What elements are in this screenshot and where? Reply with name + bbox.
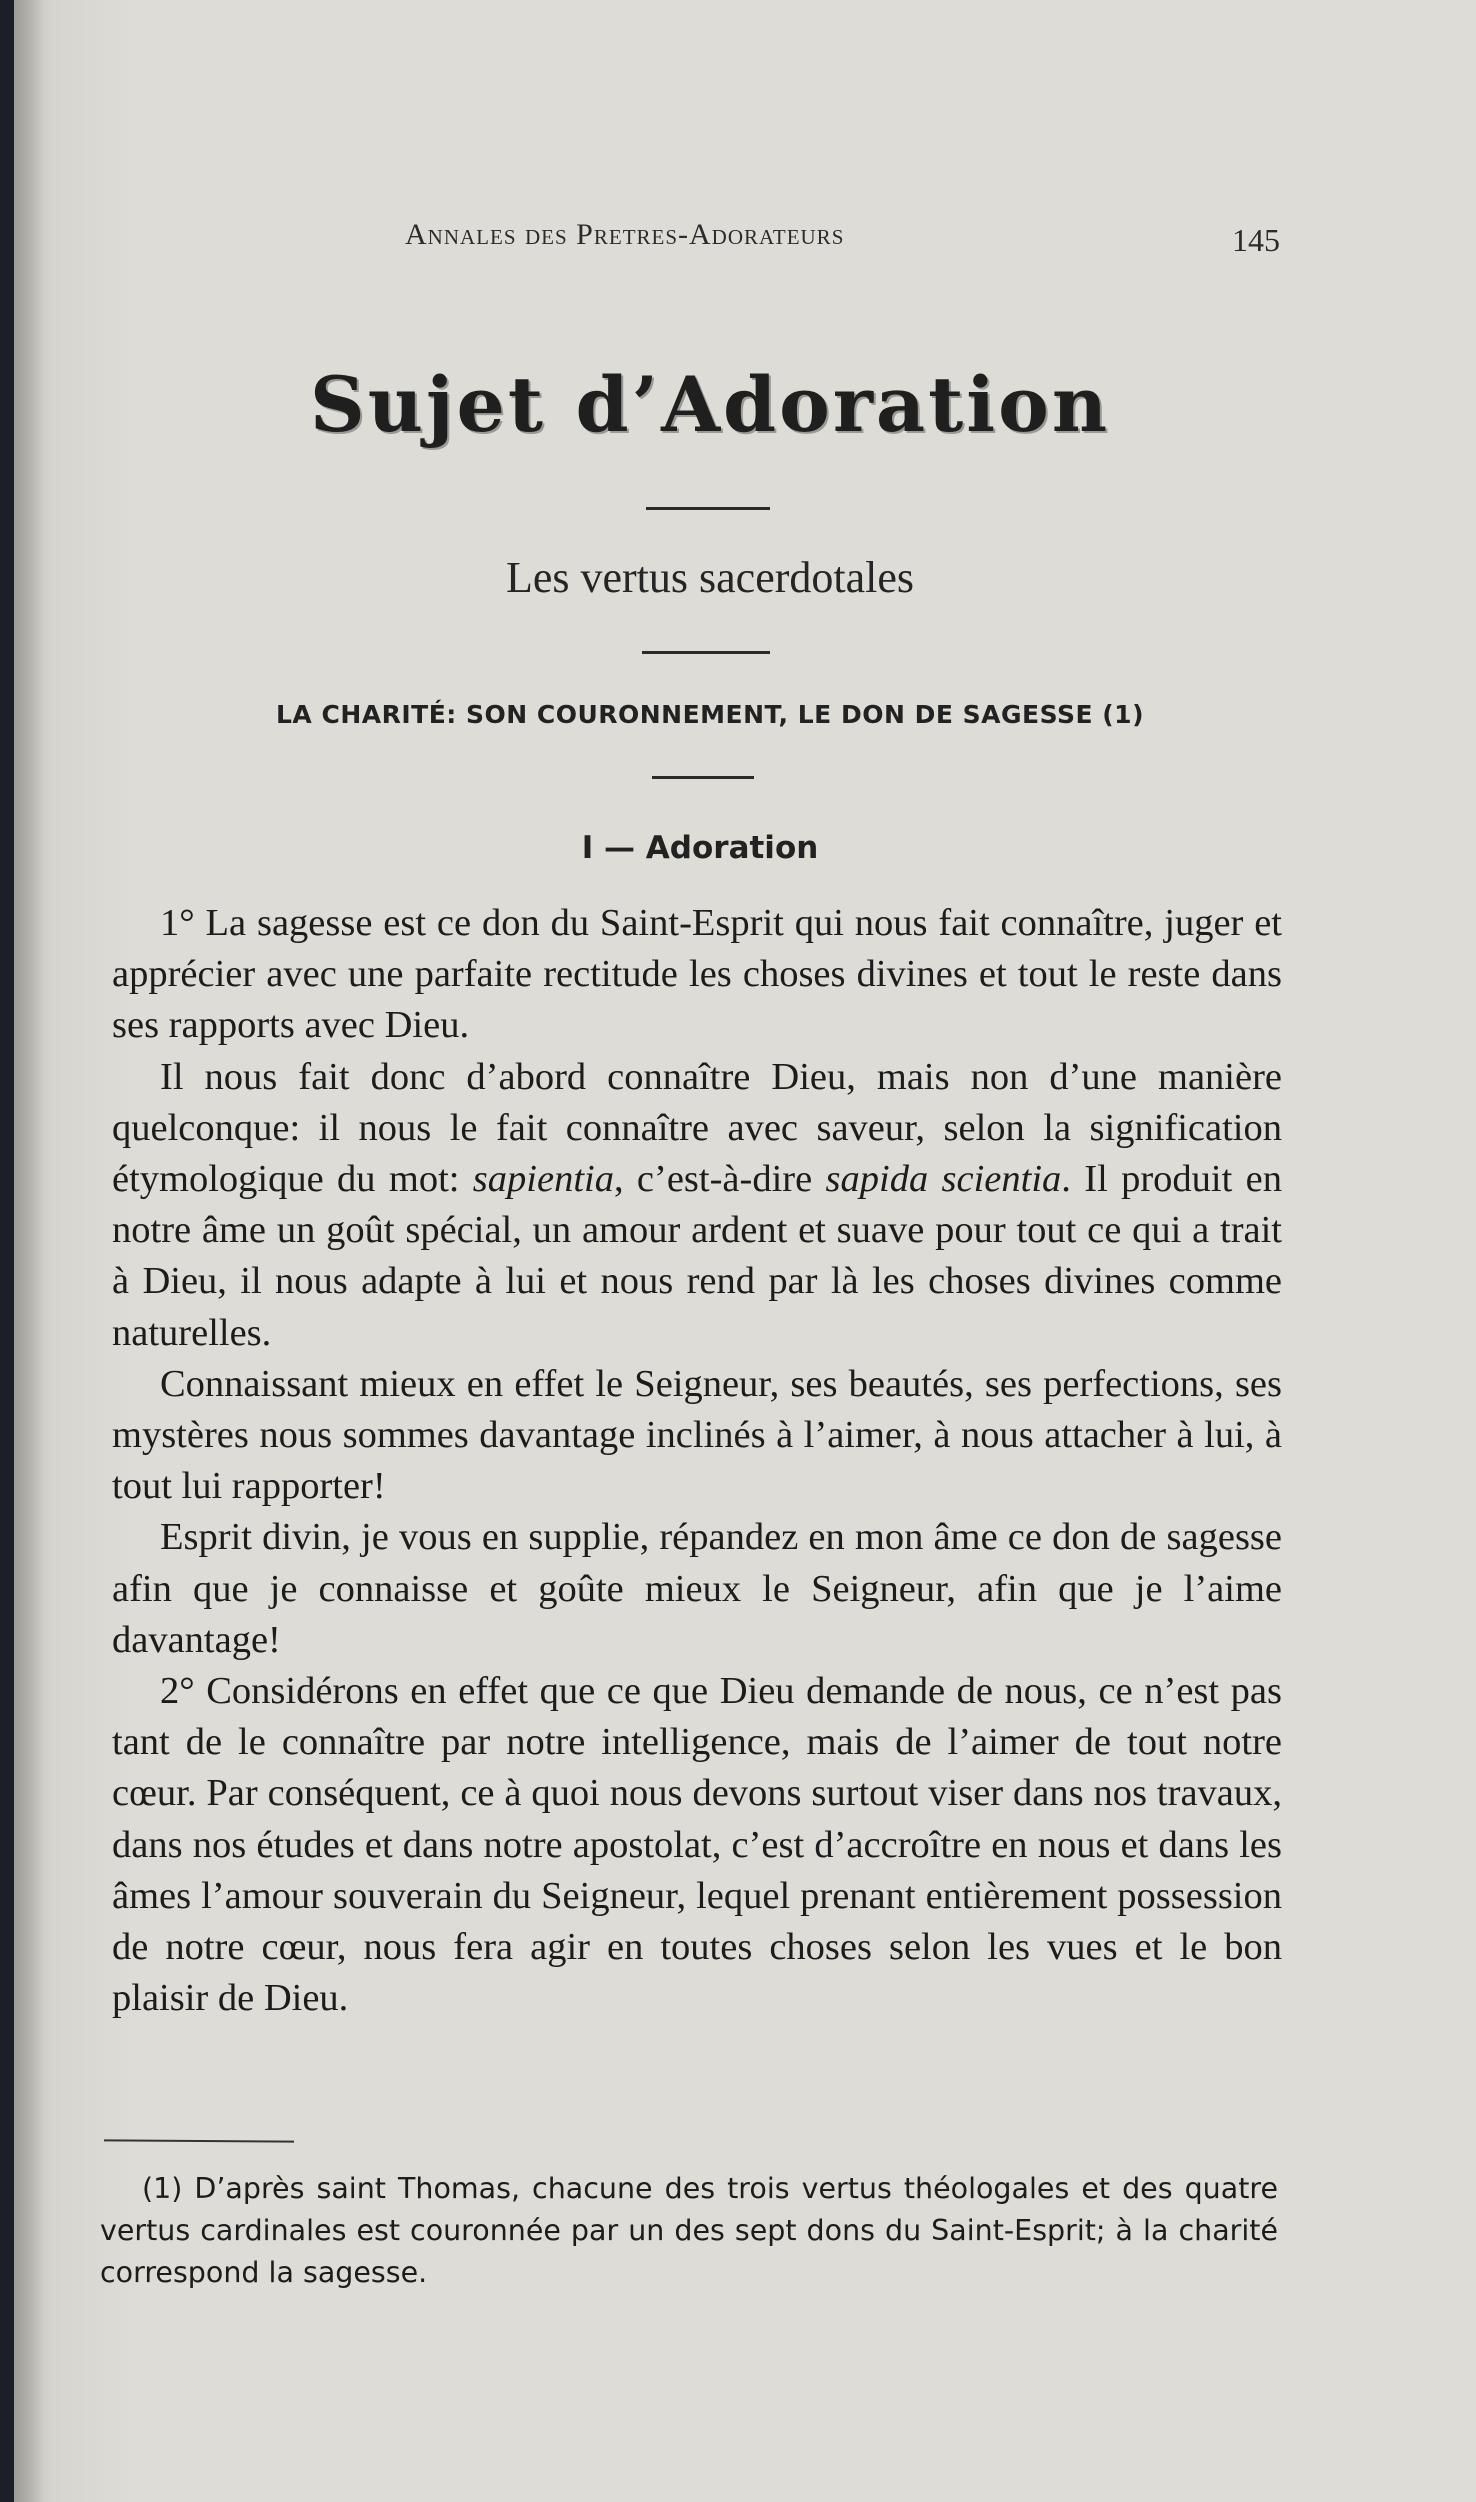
subtitle: Les vertus sacerdotales [505, 553, 915, 602]
page-gutter-shadow [14, 0, 44, 2502]
section-heading: LA CHARITÉ: SON COURONNEMENT, LE DON DE SAGESSE (1) [275, 700, 1144, 729]
footnote-text: (1) D’après saint Thomas, chacune des trois vertus théologales et des quatre vertus cardinales est couronnée par un des sept dons du Saint-Esprit; à la charité correspond la sagesse. [100, 2172, 1278, 2289]
paragraph-2-part-a: Il nous fait donc d’abord connaître Dieu, mais non d’une manière quelconque: il nous le fait connaître avec saveur, selon la signification étymologique du mot: [112, 1055, 1282, 1201]
paragraph-2-part-b: , c’est-à-dire [613, 1158, 826, 1201]
paragraph-2 [112, 1052, 1282, 1359]
title-divider [646, 507, 770, 510]
latin-term-sapientia: sapientia [472, 1158, 614, 1201]
body-text [112, 898, 1282, 2024]
paragraph-1: 1° La sagesse est ce don du Saint-Esprit qui nous fait connaître, juger et apprécier avec une parfaite rectitude les choses divines et tout le reste dans ses rapports avec Dieu. [112, 902, 1282, 1047]
running-header: Annales des Pretres-Adorateurs [405, 218, 845, 251]
latin-term-sapida-scientia: sapida scientia [825, 1158, 1062, 1201]
paragraph-3: Connaissant mieux en effet le Seigneur, ses beautés, ses perfections, ses mystères nous sommes davantage inclinés à l’aimer, à nous attacher à lui, à tout lui rapporter! [112, 1362, 1282, 1508]
subtitle-divider [642, 651, 770, 654]
page-title: Sujet d’Adoration [309, 360, 1111, 449]
paragraph-2-part-c: . Il produit en notre âme un goût spécial, un amour ardent et suave pour tout ce qui a trait à Dieu, il nous adapte à lui et nous rend par là les choses divines comme naturelles. [112, 1158, 1282, 1354]
footnote [100, 2168, 1278, 2294]
part-heading: I — Adoration [581, 830, 819, 866]
section-divider [652, 776, 754, 779]
page-number: 145 [1232, 222, 1280, 258]
paragraph-5: 2° Considérons en effet que ce que Dieu demande de nous, ce n’est pas tant de le connaître par notre intelligence, mais de l’aimer de tout notre cœur. Par conséquent, ce à quoi nous devons surtout viser dans nos travaux, dans nos études et dans notre apostolat, c’est d’accroître en nous et dans les âmes l’amour souverain du Seigneur, lequel prenant entièrement possession de notre cœur, nous fera agir en toutes choses selon les vues et le bon plaisir de Dieu. [112, 1670, 1282, 2020]
paragraph-4: Esprit divin, je vous en supplie, répandez en mon âme ce don de sagesse afin que je connaisse et goûte mieux le Seigneur, afin que je l’aime davantage! [112, 1516, 1282, 1661]
